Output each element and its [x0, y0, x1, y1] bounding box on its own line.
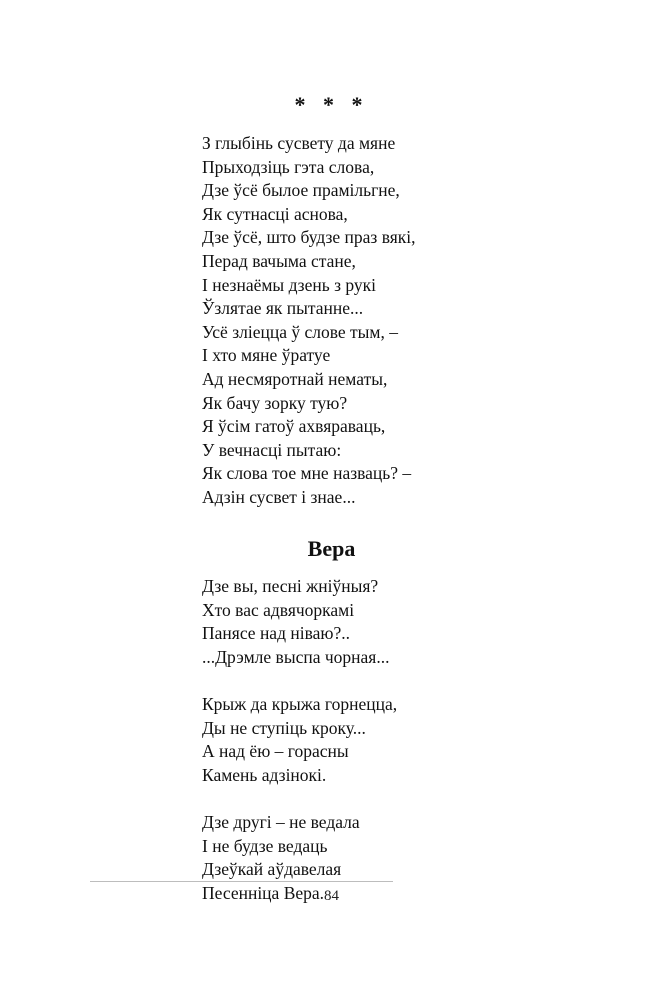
poem-line: Як слова тое мне назваць? – — [202, 463, 412, 484]
poem-line: Я ўсім гатоў ахвяраваць, — [202, 416, 386, 437]
poem-line: Крыж да крыжа горнецца, — [202, 693, 398, 714]
poem-line: Перад вачыма стане, — [202, 250, 356, 271]
poem-line: Адзін сусвет і знае... — [202, 486, 356, 507]
poem-line: З глыбінь сусвету да мяне — [202, 133, 396, 153]
poem-line: Дзе ўсё, што будзе праз вякі, — [202, 227, 416, 248]
poem-title: Вера — [307, 536, 356, 561]
poem-line: Як сутнасці аснова, — [202, 203, 348, 224]
poem-line: Як бачу зорку тую? — [202, 392, 348, 413]
poem-vera — [202, 575, 397, 905]
poem-line: Усё злiецца ў слове тым, – — [202, 321, 399, 342]
poem-line: Хто вас адвячоркамі — [202, 599, 355, 620]
poem-line: Ды не ступіць кроку... — [202, 717, 366, 738]
poem-line: Песенніца Вера. — [202, 882, 325, 903]
poem-line: І не будзе ведаць — [202, 835, 328, 856]
poem-line: І незнаёмы дзень з рукі — [202, 274, 377, 295]
section-divider-asterisks: * * * — [294, 92, 369, 117]
poem-line: Камень адзінокі. — [202, 764, 327, 785]
page-number: 84 — [324, 888, 339, 904]
poem-line: Панясе над нiваю?.. — [202, 623, 350, 644]
poem-line: І хто мяне ўратуе — [202, 345, 331, 366]
poem-line: У вечнасці пытаю: — [202, 439, 342, 460]
poem-line: Ад несмяротнай нематы, — [202, 368, 388, 389]
poem-line: Дзе вы, песні жніўныя? — [202, 576, 379, 596]
poem-line: А над ёю – горасны — [202, 741, 349, 762]
poem-line: Дзеўкай аўдавелая — [202, 859, 342, 880]
poem-line: ...Дрэмле выспа чорная... — [202, 646, 390, 667]
poem-line: Дзе другі – не ведала — [202, 811, 360, 832]
poem-line: Прыходзіць гэта слова, — [202, 156, 375, 177]
poem-line: Дзе ўсё былое прамільгне, — [202, 180, 400, 201]
stanza — [202, 575, 397, 669]
footer-divider — [90, 881, 393, 882]
poem-line: Ўзлятае як пытанне... — [202, 298, 364, 319]
stanza — [202, 693, 397, 787]
poem-untitled — [202, 132, 416, 510]
